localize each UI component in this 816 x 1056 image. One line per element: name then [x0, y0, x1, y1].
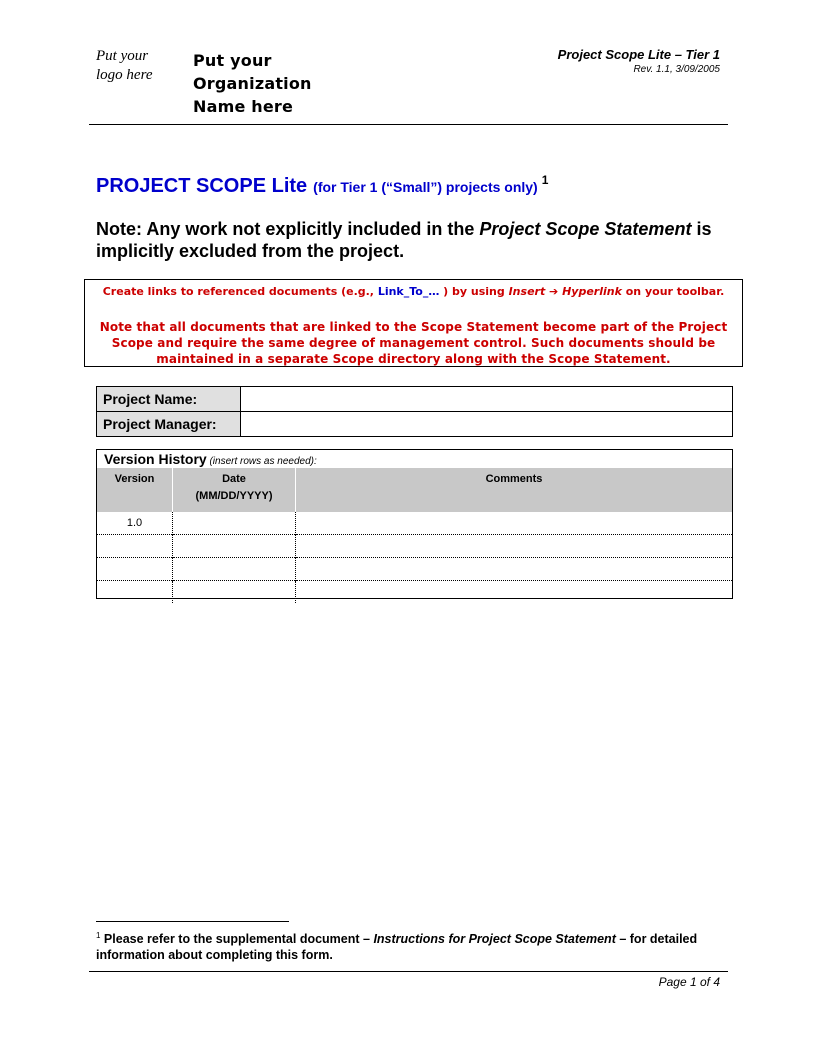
project-manager-row: [97, 412, 733, 437]
version-cell[interactable]: 1.0: [126, 517, 143, 529]
comments-cell[interactable]: [296, 512, 733, 535]
page-title: [96, 173, 548, 198]
footnote-text-b: – for detailed information about completing this form.: [96, 932, 698, 962]
version-cell[interactable]: [97, 535, 173, 558]
insert-hyperlink-menu: Insert ➔ Hyperlink: [508, 285, 622, 298]
instructions-scope-note: Note that all documents that are linked to the Scope Statement become part of the Project Scope and require the same degree of management control. Such documents should be maintained in a separate Scope directory along with the Scope Statement.: [99, 320, 728, 366]
version-cell[interactable]: [97, 558, 173, 581]
version-history: [96, 449, 733, 599]
comments-cell[interactable]: [296, 581, 733, 604]
date-cell[interactable]: [173, 535, 296, 558]
column-date-format: (MM/DD/YYYY): [195, 490, 273, 502]
version-history-title: [104, 451, 317, 467]
org-name-line2: Organization: [193, 74, 312, 93]
instructions-box: [84, 279, 743, 367]
footer-divider: [89, 971, 728, 972]
table-row: [97, 512, 732, 535]
project-name-field[interactable]: [241, 387, 733, 412]
footnote-number: 1: [96, 931, 101, 940]
table-row: [97, 581, 732, 604]
project-name-label: Project Name:: [97, 387, 241, 412]
logo-placeholder-line1: Put your: [96, 48, 149, 64]
note-emphasis: Project Scope Statement: [479, 219, 692, 239]
instr-text-a: Create links to referenced documents (e.g.,: [102, 285, 378, 298]
footnote-doc-name: Instructions for Project Scope Statement: [373, 932, 616, 946]
note-suffix: is implicitly excluded from the project.: [96, 219, 712, 261]
date-cell[interactable]: [173, 581, 296, 604]
note-prefix: Note: Any work not explicitly included in the: [96, 219, 480, 239]
date-cell[interactable]: [173, 558, 296, 581]
page-number: Page 1 of 4: [658, 975, 720, 989]
document-title: Project Scope Lite – Tier 1: [557, 47, 720, 62]
sample-link[interactable]: Link_To_…: [377, 285, 440, 298]
title-subtitle: (for Tier 1 (“Small”) projects only): [313, 179, 538, 195]
footnote-reference[interactable]: 1: [541, 173, 549, 187]
org-name-line3: Name here: [193, 97, 294, 116]
title-text: PROJECT SCOPE Lite: [96, 175, 308, 197]
instr-text-b: ) by using: [439, 285, 509, 298]
logo-placeholder: [96, 47, 176, 85]
organization-name: [193, 49, 343, 118]
footnote-text-a: Please refer to the supplemental document –: [100, 932, 374, 946]
table-row: [97, 558, 732, 581]
comments-cell[interactable]: [296, 558, 733, 581]
version-cell[interactable]: [97, 581, 173, 604]
header-divider: [89, 124, 728, 125]
comments-cell[interactable]: [296, 535, 733, 558]
date-cell[interactable]: [173, 512, 296, 535]
logo-placeholder-line2: logo here: [96, 67, 153, 83]
instructions-links: [85, 284, 742, 299]
column-comments: Comments: [296, 468, 733, 512]
footnote-divider: [96, 921, 289, 922]
instr-text-c: on your toolbar.: [621, 285, 725, 298]
scope-note: [96, 218, 736, 262]
org-name-line1: Put your: [193, 51, 272, 70]
column-version: Version: [97, 468, 173, 512]
project-manager-field[interactable]: [241, 412, 733, 437]
project-info-table: [96, 386, 733, 437]
footnote: [96, 928, 726, 963]
table-row: [97, 535, 732, 558]
version-history-header: [97, 468, 732, 512]
column-date-label: Date: [222, 473, 246, 485]
version-history-table: [97, 468, 732, 603]
project-manager-label: Project Manager:: [97, 412, 241, 437]
column-date: [173, 468, 296, 512]
project-name-row: [97, 387, 733, 412]
version-history-hint: (insert rows as needed):: [206, 456, 317, 467]
version-history-heading: Version History: [104, 451, 207, 467]
document-revision: Rev. 1.1, 3/09/2005: [633, 64, 720, 75]
